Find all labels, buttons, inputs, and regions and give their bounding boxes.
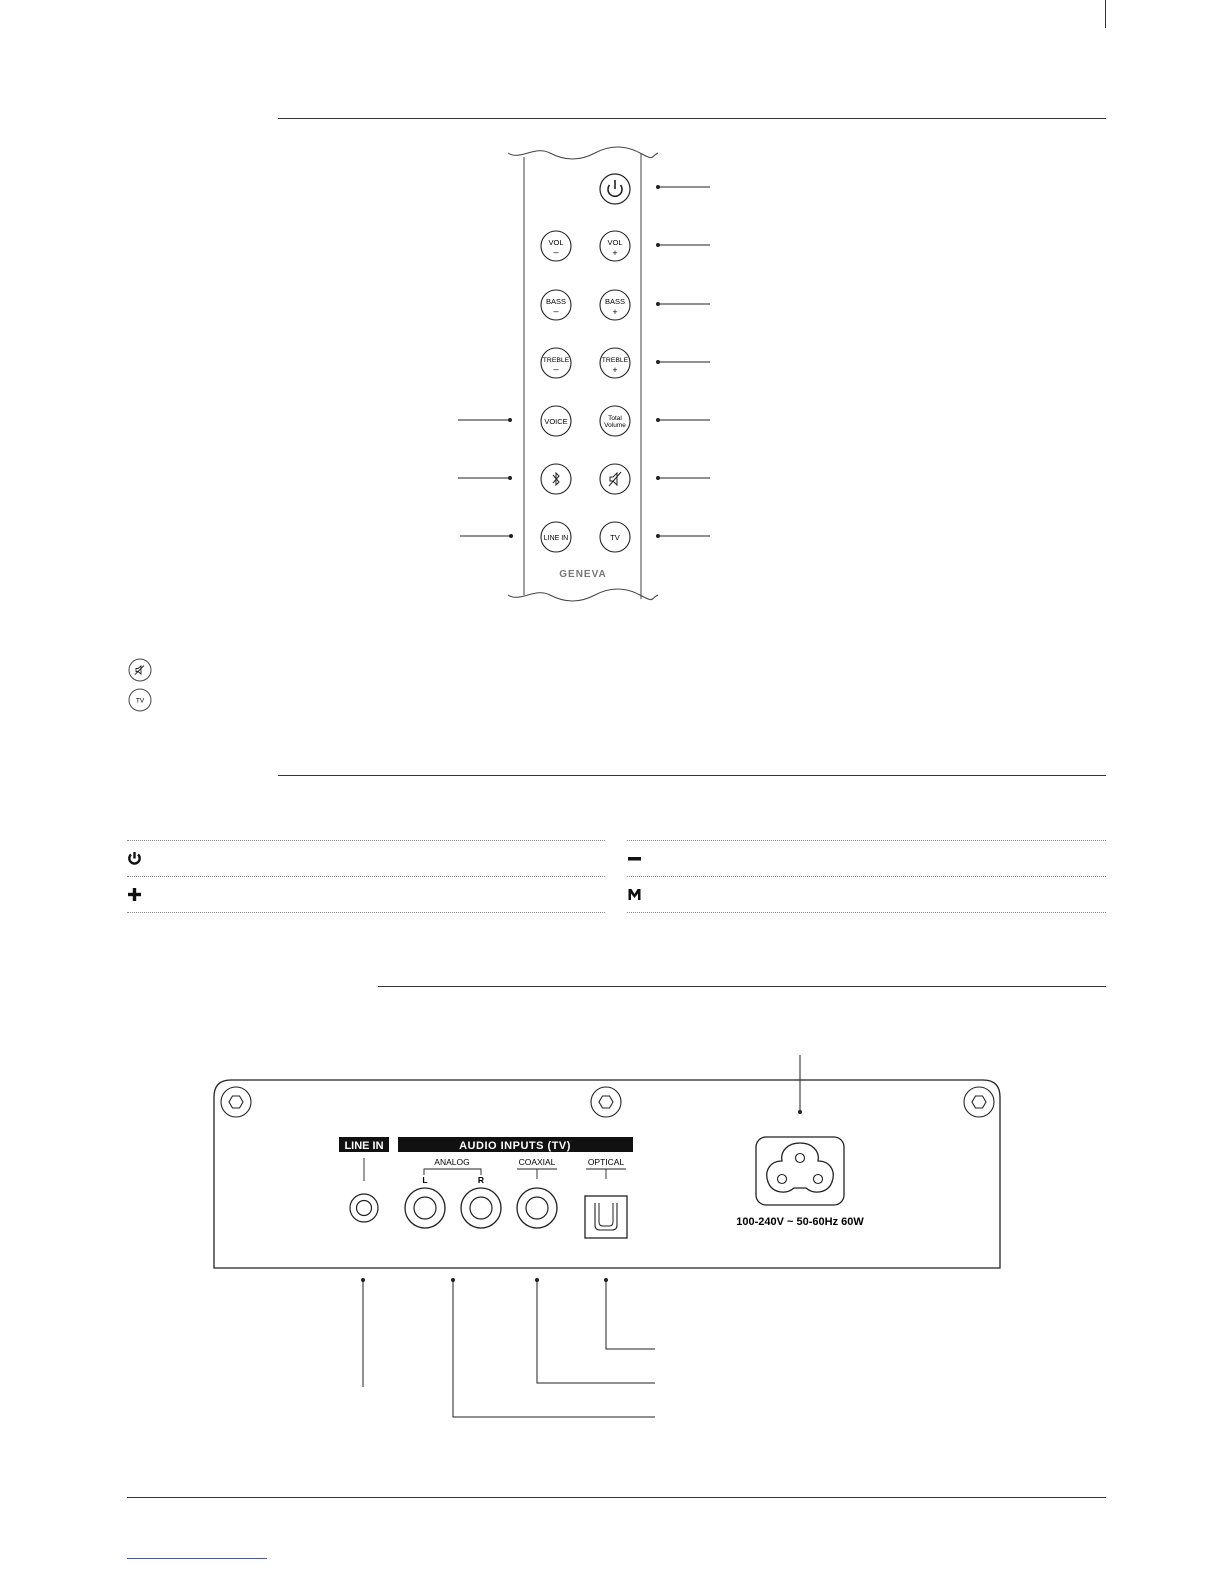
treble-plus-button[interactable] bbox=[600, 348, 630, 378]
bluetooth-button[interactable] bbox=[541, 464, 571, 494]
page-edge-mark bbox=[1105, 0, 1106, 28]
svg-text:LINE IN: LINE IN bbox=[543, 535, 569, 542]
svg-text:–: – bbox=[553, 364, 559, 374]
svg-text:VOICE: VOICE bbox=[544, 417, 568, 426]
svg-text:TV: TV bbox=[135, 697, 145, 705]
svg-text:Total: Total bbox=[608, 415, 622, 422]
bass-minus-button[interactable] bbox=[541, 290, 571, 320]
power-icon bbox=[127, 851, 142, 866]
analog-left-jack bbox=[405, 1188, 445, 1228]
section-rule-controls bbox=[278, 775, 1106, 776]
screw-right bbox=[964, 1087, 994, 1117]
svg-text:BASS: BASS bbox=[604, 297, 626, 306]
table-rule-top-left bbox=[127, 840, 605, 841]
remote-brand-logo: GENEVA bbox=[559, 569, 607, 580]
svg-text:+: + bbox=[612, 307, 618, 317]
power-rating-label: 100-240V ~ 50-60Hz 60W bbox=[736, 1216, 864, 1228]
line-in-button[interactable] bbox=[541, 522, 571, 552]
coaxial-jack bbox=[517, 1188, 557, 1228]
footer-link-underline[interactable] bbox=[127, 1558, 267, 1559]
table-rule-bottom-left bbox=[127, 912, 605, 913]
footer-rule bbox=[127, 1497, 1106, 1498]
table-rule-mid-left bbox=[127, 876, 605, 877]
svg-text:–: – bbox=[553, 247, 559, 257]
analog-right-jack bbox=[461, 1188, 501, 1228]
power-inlet bbox=[756, 1137, 844, 1205]
table-rule-top-right bbox=[627, 840, 1106, 841]
svg-text:LINE IN: LINE IN bbox=[344, 1140, 384, 1152]
optical-label: OPTICAL bbox=[587, 1157, 625, 1167]
analog-left-label: L bbox=[422, 1175, 428, 1185]
coaxial-label: COAXIAL bbox=[518, 1157, 556, 1167]
section-rule-rear bbox=[378, 986, 1106, 987]
svg-text:+: + bbox=[612, 365, 618, 375]
legend-mute-icon-badge bbox=[127, 657, 153, 683]
svg-text:TV: TV bbox=[610, 533, 620, 542]
screw-center bbox=[591, 1087, 621, 1117]
table-rule-mid-right bbox=[627, 876, 1106, 877]
remote-callouts-right bbox=[657, 186, 711, 538]
minus-icon bbox=[627, 851, 642, 866]
remote-callouts-left bbox=[458, 419, 513, 538]
power-button[interactable] bbox=[600, 174, 630, 204]
m-icon bbox=[627, 887, 642, 902]
legend-tv-badge bbox=[127, 687, 153, 713]
svg-text:VOL: VOL bbox=[548, 238, 564, 247]
analog-right-label: R bbox=[477, 1175, 485, 1185]
svg-text:AUDIO INPUTS (TV): AUDIO INPUTS (TV) bbox=[459, 1140, 571, 1152]
svg-text:BASS: BASS bbox=[545, 297, 567, 306]
vol-minus-button[interactable] bbox=[541, 231, 571, 261]
svg-text:TREBLE: TREBLE bbox=[542, 357, 570, 364]
bass-plus-button[interactable] bbox=[600, 290, 630, 320]
voice-button[interactable] bbox=[541, 406, 571, 436]
rear-panel-diagram bbox=[200, 1045, 1020, 1495]
svg-text:Volume: Volume bbox=[604, 422, 626, 429]
analog-label: ANALOG bbox=[434, 1157, 470, 1167]
table-rule-bottom-right bbox=[627, 912, 1106, 913]
svg-text:–: – bbox=[553, 306, 559, 316]
mute-button[interactable] bbox=[600, 464, 630, 494]
plus-icon bbox=[127, 887, 142, 902]
tv-button[interactable] bbox=[600, 522, 630, 552]
svg-text:VOL: VOL bbox=[607, 238, 623, 247]
line-in-jack bbox=[350, 1194, 378, 1222]
vol-plus-button[interactable] bbox=[600, 231, 630, 261]
svg-text:+: + bbox=[612, 248, 618, 258]
screw-left bbox=[221, 1087, 251, 1117]
section-rule-remote bbox=[278, 118, 1106, 119]
remote-diagram bbox=[440, 145, 730, 615]
total-volume-button[interactable] bbox=[600, 406, 630, 436]
svg-text:TREBLE: TREBLE bbox=[601, 357, 629, 364]
optical-port bbox=[585, 1196, 627, 1238]
treble-minus-button[interactable] bbox=[541, 348, 571, 378]
